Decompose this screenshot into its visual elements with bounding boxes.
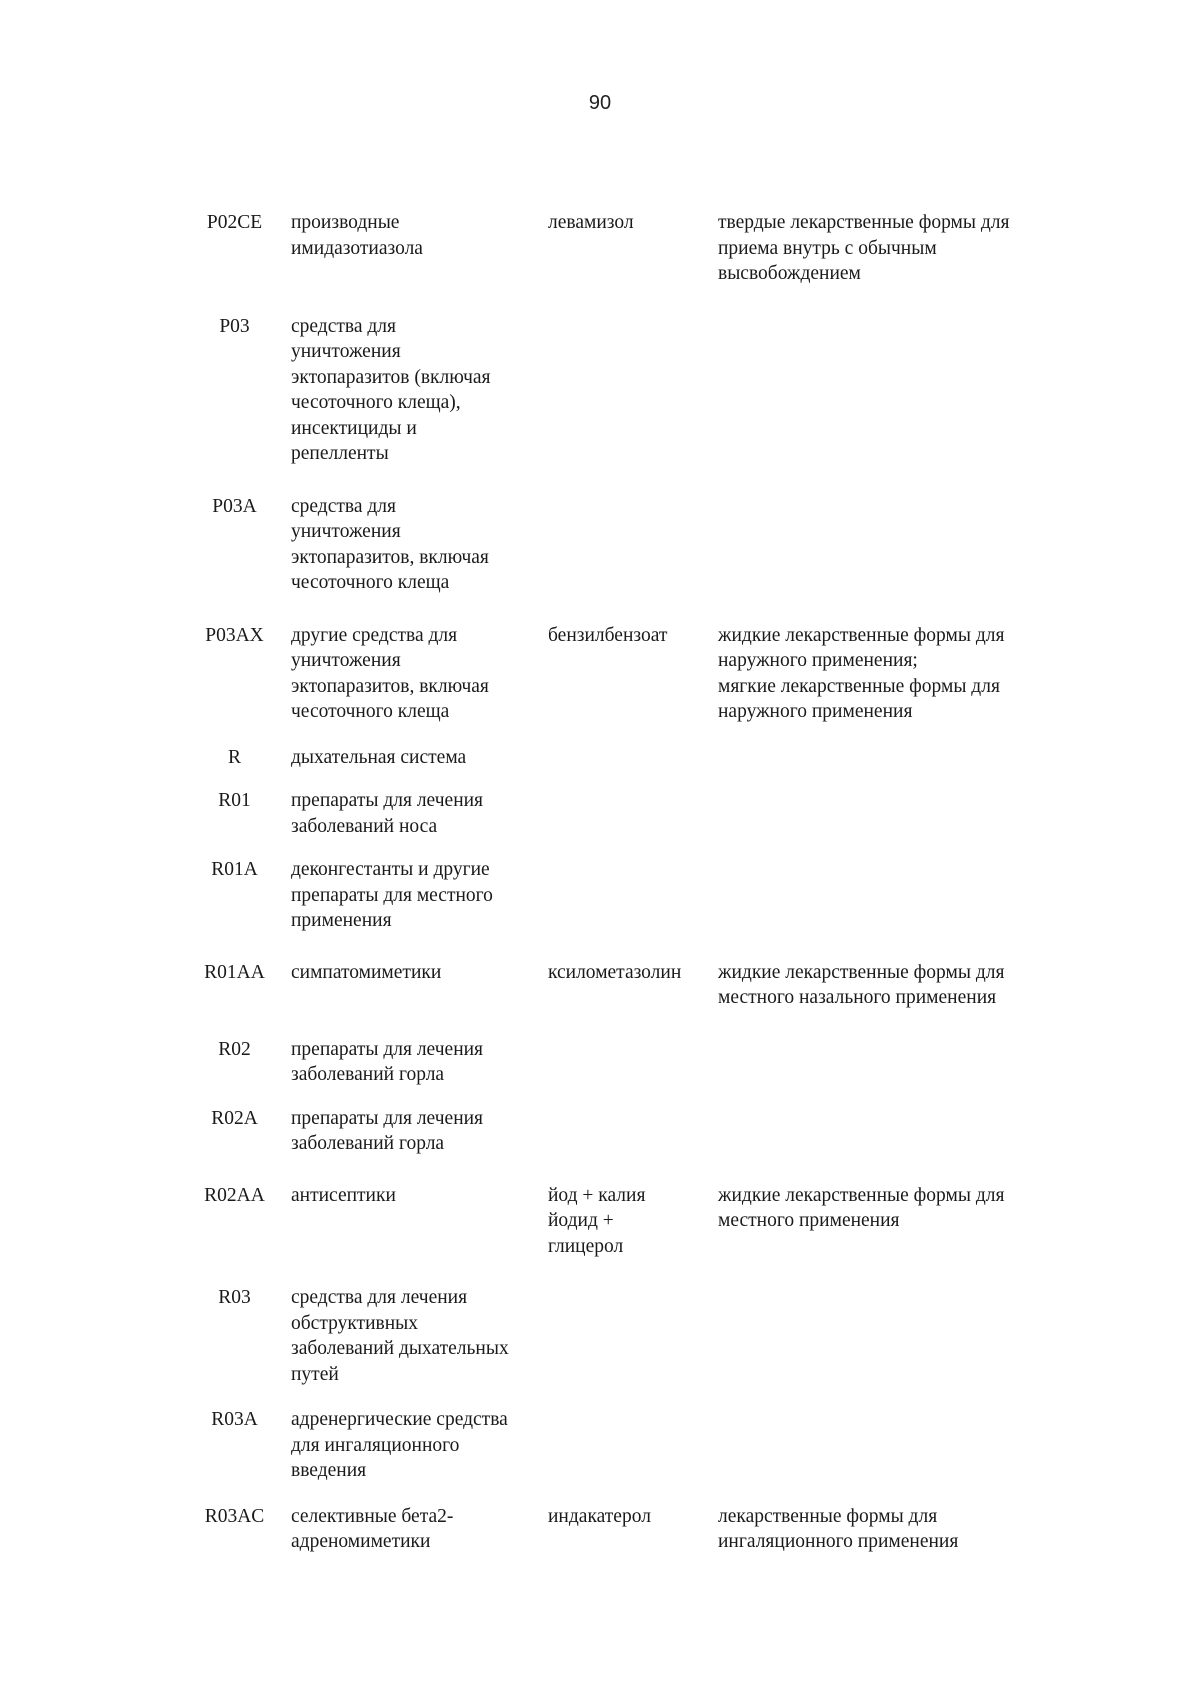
table-row <box>180 960 1080 1011</box>
therapeutic-group-cell: препараты для лечения заболеваний горла <box>291 1038 484 1085</box>
atc-code-cell: R03 <box>218 1287 251 1308</box>
dosage-form-cell: жидкие лекарственные формы для местного применения <box>718 1184 1005 1231</box>
atc-code-cell: R03A <box>211 1409 258 1430</box>
therapeutic-group-cell: адренергические средства для ингаляционного введения <box>291 1409 508 1481</box>
drug-name-cell: бензилбензоат <box>548 624 668 646</box>
table-row <box>180 1407 1080 1484</box>
atc-code-cell: P03 <box>219 315 250 337</box>
table-row <box>180 1037 1080 1088</box>
therapeutic-group-cell: деконгестанты и другие препараты для местного применения <box>291 859 493 931</box>
therapeutic-group-cell: симпатомиметики <box>291 961 442 983</box>
therapeutic-group-cell: средства для уничтожения эктопаразитов, включая чесоточного клеща <box>291 495 489 593</box>
table-row <box>180 1183 1080 1260</box>
table-row <box>180 857 1080 934</box>
table-row <box>180 1106 1080 1157</box>
atc-code-cell: R02 <box>218 1038 251 1060</box>
table-row <box>180 1504 1080 1555</box>
drug-classification-table <box>180 190 1080 1555</box>
drug-name-cell: индакатерол <box>548 1505 651 1527</box>
atc-code-cell: P03AX <box>205 624 264 646</box>
therapeutic-group-cell: антисептики <box>291 1184 396 1206</box>
atc-code-cell: R01 <box>218 790 251 811</box>
therapeutic-group-cell: селективные бета2- адреномиметики <box>291 1505 454 1552</box>
dosage-form-cell: лекарственные формы для ингаляционного применения <box>718 1505 959 1552</box>
therapeutic-group-cell: препараты для лечения заболеваний носа <box>291 790 484 837</box>
atc-code-cell: R03AC <box>204 1505 265 1527</box>
dosage-form-cell: жидкие лекарственные формы для наружного применения; мягкие лекарственные формы для наружного применения <box>718 624 1005 722</box>
page-number: 90 <box>588 92 612 114</box>
table-row <box>180 788 1080 839</box>
therapeutic-group-cell: дыхательная система <box>291 746 467 768</box>
dosage-form-cell: твердые лекарственные формы для приема внутрь с обычным высвобождением <box>718 212 1010 284</box>
drug-name-cell: ксилометазолин <box>548 961 682 983</box>
drug-name-cell: йод + калия йодид + глицерол <box>548 1184 646 1257</box>
table-row <box>180 623 1080 725</box>
atc-code-cell: R <box>227 746 241 768</box>
atc-code-cell: P03A <box>212 495 257 517</box>
therapeutic-group-cell: другие средства для уничтожения эктопаразитов, включая чесоточного клеща <box>291 624 489 722</box>
atc-code-cell: P02CE <box>206 212 263 233</box>
table-row <box>180 745 1080 771</box>
therapeutic-group-cell: средства для уничтожения эктопаразитов (включая чесоточного клеща), инсектициды и репелленты <box>291 315 491 464</box>
table-row <box>180 1285 1080 1387</box>
therapeutic-group-cell: препараты для лечения заболеваний горла <box>291 1107 484 1154</box>
therapeutic-group-cell: средства для лечения обструктивных заболеваний дыхательных путей <box>291 1287 509 1385</box>
table-row <box>180 314 1080 467</box>
dosage-form-cell: жидкие лекарственные формы для местного назального применения <box>718 961 1005 1008</box>
table-row <box>180 494 1080 596</box>
atc-code-cell: R01AA <box>204 961 265 983</box>
table-row <box>180 210 1080 287</box>
atc-code-cell: R01A <box>211 859 258 880</box>
drug-name-cell: левамизол <box>548 212 634 233</box>
atc-code-cell: R02A <box>211 1107 258 1129</box>
therapeutic-group-cell: производные имидазотиазола <box>291 212 423 259</box>
atc-code-cell: R02AA <box>204 1184 265 1206</box>
